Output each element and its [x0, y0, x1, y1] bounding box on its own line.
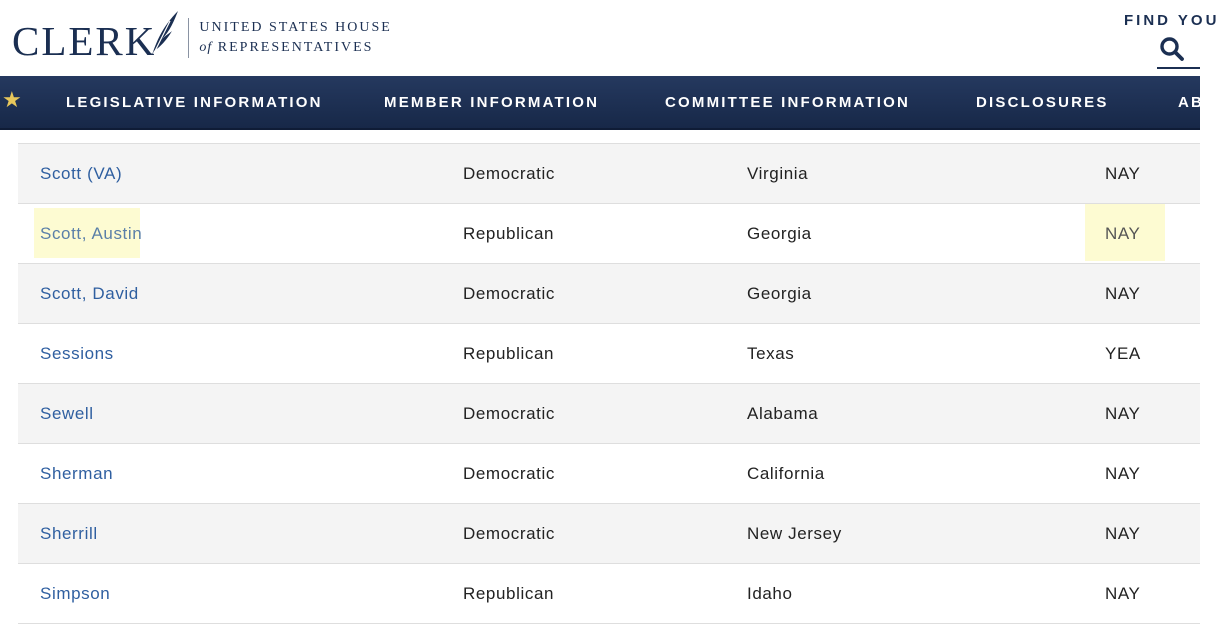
member-name-link[interactable]: Sewell	[40, 404, 94, 423]
logo-representatives: REPRESENTATIVES	[217, 40, 374, 55]
quill-icon	[148, 7, 182, 57]
table-row	[18, 144, 1200, 204]
clerk-logo[interactable]	[12, 10, 392, 66]
member-state: Texas	[747, 344, 795, 363]
search-icon	[1159, 36, 1185, 62]
member-name-link[interactable]: Simpson	[40, 584, 111, 603]
member-vote: NAY	[1105, 464, 1141, 483]
table-row-highlighted	[18, 204, 1200, 264]
table-row	[18, 324, 1200, 384]
member-name-link[interactable]: Sherrill	[40, 524, 98, 543]
logo-wordmark: CLERK	[12, 17, 157, 64]
logo-subtitle	[199, 18, 391, 58]
member-state: New Jersey	[747, 524, 842, 543]
member-party: Democratic	[463, 404, 555, 423]
search-underline	[1157, 67, 1200, 69]
table-row	[18, 444, 1200, 504]
member-state: Georgia	[747, 284, 812, 303]
table-row	[18, 264, 1200, 324]
logo-line-2	[199, 38, 391, 58]
nav-disclosures[interactable]: DISCLOSURES	[976, 94, 1109, 111]
nav-legislative-information[interactable]: LEGISLATIVE INFORMATION	[66, 94, 323, 111]
member-state: California	[747, 464, 825, 483]
member-name-link[interactable]: Scott, Austin	[40, 224, 143, 243]
member-party: Democratic	[463, 524, 555, 543]
member-vote: NAY	[1105, 404, 1141, 423]
member-name-link[interactable]: Scott (VA)	[40, 164, 123, 183]
member-state: Georgia	[747, 224, 812, 243]
site-header	[0, 0, 1219, 76]
table-row	[18, 504, 1200, 564]
member-vote: NAY	[1105, 284, 1141, 303]
member-party: Republican	[463, 224, 555, 243]
member-party: Republican	[463, 344, 555, 363]
logo-divider	[188, 18, 189, 58]
nav-committee-information[interactable]: COMMITTEE INFORMATION	[665, 94, 911, 111]
member-state: Alabama	[747, 404, 819, 423]
find-representative-label: FIND YOU	[1124, 12, 1219, 29]
logo-of: of	[199, 40, 213, 55]
member-party: Democratic	[463, 464, 555, 483]
search-button[interactable]	[1157, 34, 1200, 64]
member-state: Virginia	[747, 164, 809, 183]
member-party: Republican	[463, 584, 555, 603]
member-name-link[interactable]: Sessions	[40, 344, 114, 363]
table-row	[18, 384, 1200, 444]
main-nav	[0, 76, 1205, 130]
member-vote: YEA	[1105, 344, 1141, 363]
roll-call-table	[18, 143, 1200, 624]
nav-about[interactable]: AB	[1178, 94, 1205, 111]
member-party: Democratic	[463, 284, 555, 303]
member-vote: NAY	[1105, 164, 1141, 183]
member-party: Democratic	[463, 164, 555, 183]
table-row	[18, 564, 1200, 624]
nav-member-information[interactable]: MEMBER INFORMATION	[384, 94, 600, 111]
member-vote: NAY	[1105, 584, 1141, 603]
member-name-link[interactable]: Scott, David	[40, 284, 139, 303]
member-name-link[interactable]: Sherman	[40, 464, 114, 483]
star-icon[interactable]: ★	[2, 87, 22, 112]
logo-line-1: UNITED STATES HOUSE	[199, 20, 392, 35]
member-state: Idaho	[747, 584, 793, 603]
member-vote: NAY	[1105, 524, 1141, 543]
member-vote: NAY	[1105, 224, 1141, 243]
